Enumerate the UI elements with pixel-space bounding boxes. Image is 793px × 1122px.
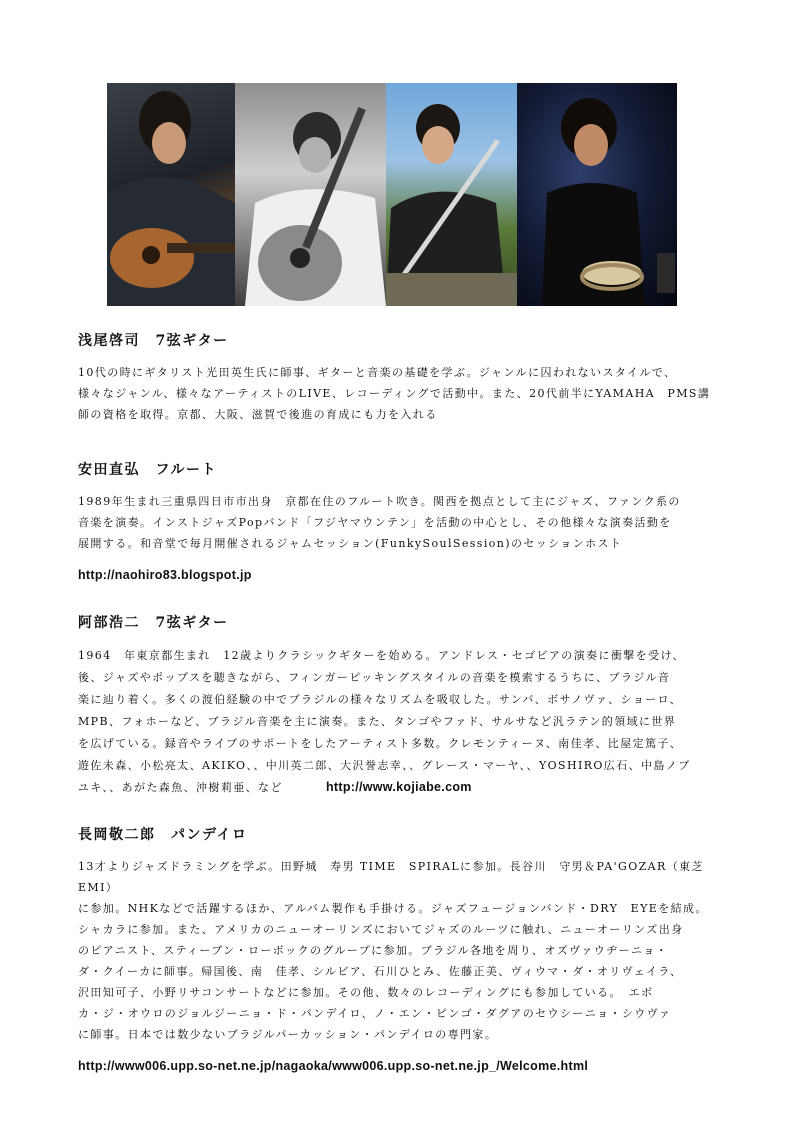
profile-name: 安田直弘 フルート xyxy=(78,462,217,478)
profile-url[interactable]: http://www.kojiabe.com xyxy=(325,780,472,794)
profile-bio: 10代の時にギタリスト光田英生氏に師事、ギターと音楽の基礎を学ぶ。ジャンルに囚われないスタイルで、 様々なジャンル、様々なアーティストのLIVE、レコーディングで活動中。また、20代前半にYAMAHA PMS講 師の資格を取得。京都、大阪、滋賀で後進の育成にも力を入れる xyxy=(78,366,711,421)
profile-bio: 1964 年東京都生まれ 12歳よりクラシックギターを始める。アンドレス・セゴビアの演奏に衝撃を受け、 後、ジャズやポップスを聴きながら、フィンガーピッキングスタイルの音楽を模索するうちに、ブラジル音 楽に辿り着く。多くの渡伯経験の中でブラジルの様々なリズムを吸収した。サンバ、ボサノヴァ、ショーロ、 MPB、フォホーなど、ブラジル音楽を主に演奏。また、タンゴやファド、サルサなど汎ラテン的領域に世界 を広げている。録音やライブのサポートをしたアーティスト多数。クレモンティーヌ、南佳孝、比屋定篤子、 遊佐未森、小松亮太、AKIKO、、中川英二郎、大沢誉志幸、、グレース・マーヤ、、YOSHIRO広石、中島ノブ ユキ、、あがた森魚、沖樹莉亜、など xyxy=(78,649,691,794)
profile-name: 阿部浩二 7弦ギター xyxy=(78,615,229,631)
profile-nagaoka xyxy=(78,822,728,1074)
profile-url[interactable]: http://www006.upp.so-net.ne.jp/nagaoka/www006.upp.so-net.ne.jp_/Welcome.html xyxy=(78,1059,589,1073)
profile-name: 長岡敬二郎 パンデイロ xyxy=(78,827,248,843)
flutist-photo xyxy=(386,83,517,306)
profile-yasuda xyxy=(78,457,728,583)
profile-url[interactable]: http://naohiro83.blogspot.jp xyxy=(78,568,252,582)
guitarist-photo-1 xyxy=(107,83,235,306)
guitarist-photo-2 xyxy=(235,83,386,306)
profile-name: 浅尾啓司 7弦ギター xyxy=(78,333,229,349)
profile-bio: 1989年生まれ三重県四日市市出身 京都在住のフルート吹き。関西を拠点として主にジャズ、ファンク系の 音楽を演奏。インストジャズPopバンド「フジヤマウンテン」を活動の中心とし、その他様々な演奏活動を 展開する。和音堂で毎月開催されるジャムセッション(FunkySoulSession)のセッションホスト xyxy=(78,495,681,550)
profile-asao xyxy=(78,328,728,425)
photo-strip xyxy=(107,83,677,306)
profile-abe xyxy=(78,610,728,798)
profile-bio: 13才よりジャズドラミングを学ぶ。田野城 寿男 TIME SPIRALに参加。長谷川 守男＆PA'GOZAR（東芝 EMI） に参加。NHKなどで活躍するほか、アルバム製作も手掛ける。ジャズフュージョンバンド・DRY EYEを結成。 シャカラに参加。また、アメリカのニューオーリンズにおいてジャズのルーツに触れ、ニューオーリンズ出身 のピアニスト、スティーブン・ローボックのグループに参加。ブラジル各地を周り、オズヴァウヂーニョ・ ダ・クイーカに師事。帰国後、南 佳孝、シルビア、石川ひとみ、佐藤正美、ヴィウマ・ダ・オリヴェイラ、 沢田知可子、小野リサコンサートなどに参加。その他、数々のレコーディングにも参加している。 エボ カ・ジ・オウロのジョルジーニョ・ド・パンデイロ、ノ・エン・ピンゴ・ダグアのセウシーニョ・シウヴァ に師事。日本では数少ないブラジルパーカッション・パンデイロの専門家。 xyxy=(78,860,708,1041)
percussionist-photo xyxy=(517,83,677,306)
